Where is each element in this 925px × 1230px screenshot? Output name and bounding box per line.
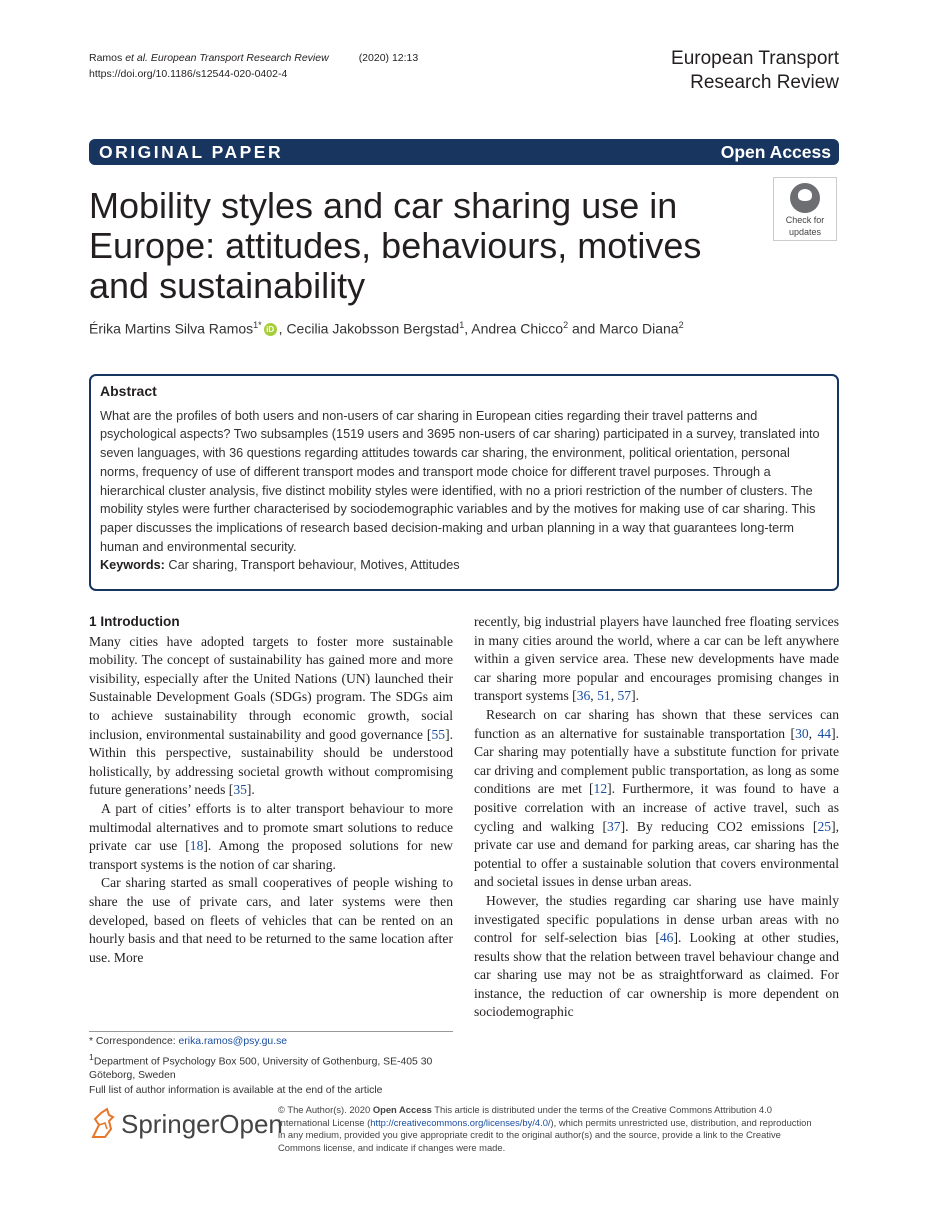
author-name: and Marco Diana	[568, 320, 679, 337]
doi-link[interactable]: https://doi.org/10.1186/s12544-020-0402-4	[89, 68, 288, 80]
springer-open-logo	[89, 1107, 283, 1143]
article-type-banner	[89, 139, 839, 165]
keywords	[100, 556, 828, 575]
springer-word: Springer	[121, 1109, 220, 1139]
author-name: Érika Martins Silva Ramos	[89, 320, 254, 337]
correspondence-line: * Correspondence: erika.ramos@psy.gu.se	[89, 1036, 288, 1047]
author-affiliation-sup: 1*	[253, 320, 262, 330]
citation-line	[89, 50, 418, 66]
citation-link[interactable]: 35	[233, 782, 247, 798]
citation-link[interactable]: 25	[817, 818, 832, 834]
citation-link[interactable]: 57	[617, 688, 632, 704]
citation-link[interactable]: 44	[817, 725, 832, 741]
open-word: Open	[219, 1109, 283, 1139]
citation-authors: Ramos	[89, 52, 126, 64]
author-name: , Cecilia Jakobsson Bergstad	[278, 320, 460, 337]
license-link[interactable]: http://creativecommons.org/licenses/by/4.0/	[370, 1116, 551, 1128]
journal-name	[671, 47, 839, 95]
citation-link[interactable]: 36	[576, 688, 591, 704]
affiliation-line: $^1$Department of Psychology Box 500, University of Gothenburg, SE-405 30 Göteborg, Sweden	[89, 1051, 433, 1082]
article-title: Mobility styles and car sharing use in Europe: attitudes, behaviours, motives and sustainability	[89, 185, 702, 306]
check-for-updates-badge[interactable]	[773, 177, 837, 241]
paragraph: Research on car sharing has shown that these services can function as an alternative for sustainable transportation [30, 44]. Car sharing may potentially have a substitute function for private car driving and complement public transportation, as long as some conditions are met [12]. Furthermore, it was found to have a positive correlation with an increase of active travel, such as cycling and walking [37]. By reducing CO2 emissions [25], private car use and demand for parking areas, car sharing has the potential to offer a sustainable solution that covers environmental and societal issues in dense urban areas.	[474, 706, 840, 890]
open-access-label: Open Access	[720, 142, 831, 162]
citation-etal: et al.	[125, 52, 148, 64]
paragraph: Car sharing started as small cooperatives of people wishing to share the use of private cars, and later systems were then developed, based on fleets of vehicles that can be rented on an hourly basis and that need to be returned to the same location after use. More	[89, 875, 453, 965]
email-link[interactable]: erika.ramos@psy.gu.se	[178, 1036, 288, 1047]
body-column-right	[474, 613, 839, 1022]
paragraph: A part of cities’ efforts is to alter transport behaviour to more multimodal alternatives and to promote smart solutions to reduce private car use [18]. Among the proposed solutions for new transport systems is the notion of car sharing.	[89, 800, 453, 872]
license-statement: © The Author(s). 2020 Open Access This article is distributed under the terms of the Creative Commons Attribution 4.0 International License (http://creativecommons.org/licenses/by/4.0/), which permits unrestricted use, distribution, and reproduction in any medium, provided you give appropriate credit to the original author(s) and the source, provide a link to the Creative Commons license, and indicate if changes were made.	[278, 1104, 812, 1153]
keywords-label: Keywords:	[100, 558, 165, 573]
check-updates-line1: Check for	[785, 215, 825, 225]
journal-name-line2: Research Review	[690, 72, 839, 93]
author-affiliation-sup: 1	[459, 320, 465, 330]
citation-link[interactable]: 46	[659, 930, 674, 946]
bookmark-icon	[790, 183, 820, 213]
paragraph: Many cities have adopted targets to foster more sustainable mobility. The concept of sustainability has gained more and more visibility, especially after the United Nations (UN) launched their Sustainable Development Goals (SDGs) program. The SDGs aim to achieve sustainability through economic growth, social inclusion, environmental sustainability and good governance [55]. Within this perspective, sustainability should be understood holistically, by addressing societal growth without compromising future generations’ needs [35].	[89, 633, 453, 798]
journal-name-line1: European Transport	[671, 48, 839, 69]
author-affiliation-sup: 2	[563, 320, 569, 330]
check-updates-line2: updates	[788, 227, 822, 237]
abstract-heading: Abstract	[100, 383, 157, 399]
keywords-list: Car sharing, Transport behaviour, Motives, Attitudes	[164, 558, 460, 573]
abstract-text: What are the profiles of both users and non-users of car sharing in European cities regarding their travel patterns and psychological aspects? Two subsamples (1519 users and 3695 non-users of car sharing) participated in a survey, translated into seven languages, with 36 questions regarding attitudes towards car sharing, the environment, political orientation, personal norms, frequency of use of different transport modes and transport mode choice for different travel purposes. Through a hierarchical cluster analysis, five distinct mobility styles were identified, with no a priori restriction of the number of clusters. The mobility styles were further characterised by sociodemographic variables and by the motives for making use of car sharing. This paper discusses the implications of research based decision-making and urban planning in a way that guarantees long-term human and environmental security.	[100, 408, 820, 554]
article-type-label: ORIGINAL PAPER	[99, 142, 284, 162]
citation-link[interactable]: 55	[431, 726, 446, 742]
citation-journal: European Transport Research Review	[150, 52, 329, 64]
paragraph: However, the studies regarding car sharing use have mainly investigated specific populations in dense urban areas with no control for self-selection bias [46]. Looking at other studies, results show that the relation between travel behaviour change and car sharing use may not be as straightforward as claimed. For instance, the reduction of car ownership is more dependent on sociodemographic	[474, 892, 839, 1020]
body-column-left	[89, 613, 453, 967]
correspondence-footnote	[89, 1031, 453, 1098]
citation-link[interactable]: 18	[189, 838, 204, 854]
author-list	[89, 320, 684, 337]
full-author-info-note: Full list of author information is available at the end of the article	[89, 1084, 383, 1096]
citation-year-volume: (2020) 12:13	[358, 52, 419, 64]
abstract-box	[89, 374, 839, 591]
orcid-icon[interactable]: iD	[264, 323, 277, 336]
springer-horse-icon	[89, 1107, 117, 1141]
citation-link[interactable]: 12	[593, 781, 608, 797]
citation-link[interactable]: 51	[597, 688, 611, 704]
citation-link[interactable]: 37	[606, 818, 621, 834]
citation-link[interactable]: 30	[795, 725, 809, 741]
running-header	[89, 50, 418, 82]
section-heading: 1 Introduction	[89, 614, 180, 629]
author-affiliation-sup: 2	[678, 320, 684, 330]
author-name: , Andrea Chicco	[464, 320, 564, 337]
paragraph: recently, big industrial players have launched free floating services in many cities around the world, where a car can be left anywhere within a given service area. These new developments have made car sharing more popular and encourages promising changes in transport systems [36, 51, 57].	[474, 614, 839, 704]
